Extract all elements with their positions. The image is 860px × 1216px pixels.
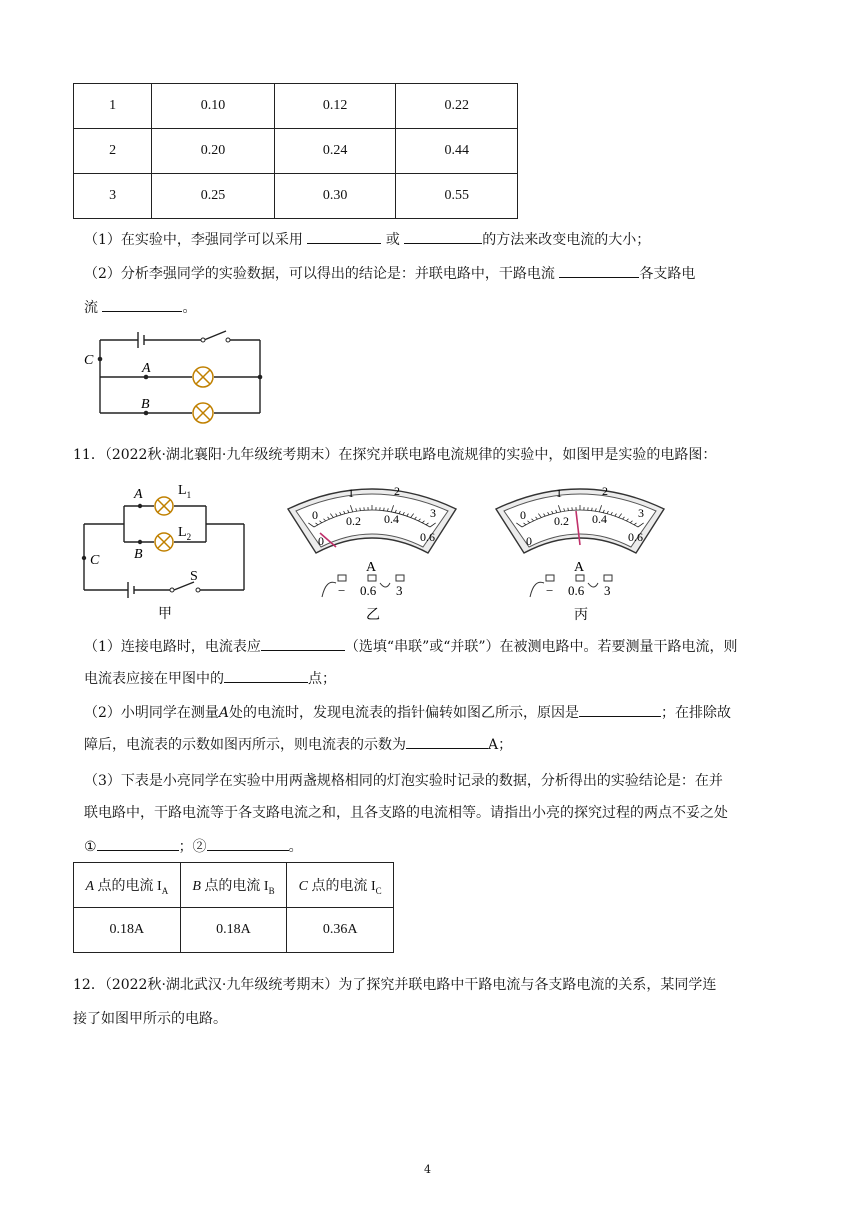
- blank: [261, 636, 345, 651]
- blank: [406, 734, 488, 749]
- table-row: [74, 174, 518, 219]
- table-cell: 0.12: [274, 84, 396, 129]
- text: 电流表应接在甲图中的: [84, 671, 224, 687]
- table-header-cell: B 点的电流 $I_B$: [180, 863, 287, 908]
- text: （2）分析李强同学的实验数据，可以得出的结论是：并联电路中，干路电流: [84, 266, 560, 282]
- terminal-label: −: [338, 583, 346, 598]
- scale-top-label: 1: [348, 486, 354, 500]
- text: 的方法来改变电流的大小；: [482, 232, 651, 248]
- ammeter-yi: [282, 479, 462, 625]
- text: （1）在实验中，李强同学可以采用: [84, 232, 308, 248]
- terminal-label: 3: [604, 583, 611, 598]
- meter-unit: A: [574, 560, 585, 575]
- blank: [579, 702, 661, 717]
- table-row: [74, 129, 518, 174]
- table-row: [74, 84, 518, 129]
- label-l1: $L_1$: [178, 483, 192, 500]
- label-a: A: [142, 361, 151, 376]
- table-header-cell: C 点的电流 $I_C$: [287, 863, 394, 908]
- table-cell: 1: [74, 84, 152, 129]
- q11-part3: （3）下表是小亮同学在实验中用两盏规格相同的灯泡实验时记录的数据，分析得出的实验结论是：在并: [84, 773, 723, 789]
- table-cell: 0.10: [152, 84, 275, 129]
- blank: [404, 229, 482, 244]
- text: 点；: [308, 671, 336, 687]
- text: 或: [385, 232, 405, 248]
- scale-bottom-label: 0.4: [592, 512, 607, 526]
- scale-top-label: 0: [312, 508, 318, 522]
- table-header-cell: A 点的电流 $I_A$: [74, 863, 181, 908]
- table-header-row: [74, 863, 394, 908]
- q11-part1-cont: [84, 668, 336, 688]
- scale-bottom-label: 0.4: [384, 512, 399, 526]
- q11-part2-cont: [84, 734, 512, 754]
- figure-caption-bing: 丙: [574, 608, 588, 623]
- table-cell: 0.24: [274, 129, 396, 174]
- data-table-1: [73, 83, 518, 219]
- circuit-diagram-jia: [78, 478, 254, 624]
- scale-bottom-label: 0.2: [346, 514, 361, 528]
- table-cell: 0.18A: [180, 908, 287, 953]
- text: 处的电流时，发现电流表的指针偏转如图乙所示，原因是: [229, 705, 580, 721]
- blank: [207, 836, 289, 851]
- q11-part3-cont: 联电路中，干路电流等于各支路电流之和，且各支路的电流相等。请指出小亮的探究过程的两点不妥之处: [84, 805, 728, 821]
- label-c: C: [84, 353, 94, 368]
- scale-top-label: 2: [394, 484, 400, 498]
- lamp-icon: [193, 403, 213, 423]
- scale-bottom-label: 0.6: [420, 530, 435, 544]
- q12-line2: 接了如图甲所示的电路。: [73, 1011, 227, 1027]
- text: （2）小明同学在测量: [84, 705, 219, 721]
- table-cell: 0.44: [396, 129, 518, 174]
- scale-bottom-label: 0.6: [628, 530, 643, 544]
- text: 。: [182, 300, 197, 316]
- lamp-icon: [193, 367, 213, 387]
- terminal-label: 3: [396, 583, 403, 598]
- ammeter-bing: [490, 479, 670, 625]
- page-number: 4: [424, 1163, 431, 1176]
- table-row: [74, 908, 394, 953]
- data-table-2: [73, 862, 394, 953]
- table-cell: 0.20: [152, 129, 275, 174]
- q11-part1: [84, 636, 738, 656]
- q10-part2-cont: [84, 297, 196, 317]
- q10-part2: [84, 263, 695, 283]
- lamp-l1-icon: [155, 497, 173, 515]
- text: ；②: [178, 839, 207, 855]
- scale-top-label: 3: [638, 506, 644, 520]
- lamp-l2-icon: [155, 533, 173, 551]
- table-cell: 2: [74, 129, 152, 174]
- q12-line1: 12．（2022秋·湖北武汉·九年级统考期末）为了探究并联电路中干路电流与各支路电流的关系，某同学连: [73, 977, 717, 993]
- figure-caption-jia: 甲: [158, 607, 172, 622]
- text: A: [218, 705, 230, 721]
- label-c: C: [90, 553, 100, 568]
- q11-part3-blanks: [84, 836, 303, 856]
- text: A；: [488, 737, 513, 753]
- table-cell: 0.22: [396, 84, 518, 129]
- blank: [102, 297, 182, 312]
- label-a: A: [134, 487, 143, 502]
- label-l2: $L_2$: [178, 525, 192, 542]
- meter-unit: A: [366, 560, 377, 575]
- label-b: B: [134, 547, 143, 562]
- text: 障后，电流表的示数如图丙所示，则电流表的示数为: [84, 737, 406, 753]
- table-cell: 0.36A: [287, 908, 394, 953]
- text: （1）连接电路时，电流表应: [84, 639, 261, 655]
- text: 各支路电: [639, 266, 696, 282]
- blank: [307, 229, 381, 244]
- label-s: S: [190, 569, 198, 584]
- table-cell: 0.55: [396, 174, 518, 219]
- terminal-label: 0.6: [360, 583, 377, 598]
- label-b: B: [141, 397, 150, 412]
- q11-title: 11．（2022秋·湖北襄阳·九年级统考期末）在探究并联电路电流规律的实验中，如图甲是实验的电路图：: [73, 447, 717, 463]
- text: 流: [84, 300, 103, 316]
- text: ①: [84, 839, 97, 855]
- table-cell: 0.30: [274, 174, 396, 219]
- scale-top-label: 3: [430, 506, 436, 520]
- terminal-label: −: [546, 583, 554, 598]
- text: ；在排除故: [661, 705, 732, 721]
- scale-top-label: 2: [602, 484, 608, 498]
- circuit-diagram-1: [80, 325, 270, 425]
- blank: [559, 263, 639, 278]
- q10-part1: [84, 229, 650, 249]
- figure-caption-yi: 乙: [366, 608, 380, 623]
- text: （选填“串联”或“并联”）在被测电路中。若要测量干路电流，则: [344, 639, 738, 655]
- blank: [224, 668, 308, 683]
- scale-bottom-label: 0.2: [554, 514, 569, 528]
- text: 。: [288, 839, 303, 855]
- scale-bottom-label: 0: [526, 534, 532, 548]
- scale-top-label: 0: [520, 508, 526, 522]
- table-cell: 3: [74, 174, 152, 219]
- table-cell: 0.18A: [74, 908, 181, 953]
- terminal-label: 0.6: [568, 583, 585, 598]
- blank: [97, 836, 179, 851]
- scale-bottom-label: 0: [318, 534, 324, 548]
- q11-part2: [84, 702, 731, 722]
- table-cell: 0.25: [152, 174, 275, 219]
- scale-top-label: 1: [556, 486, 562, 500]
